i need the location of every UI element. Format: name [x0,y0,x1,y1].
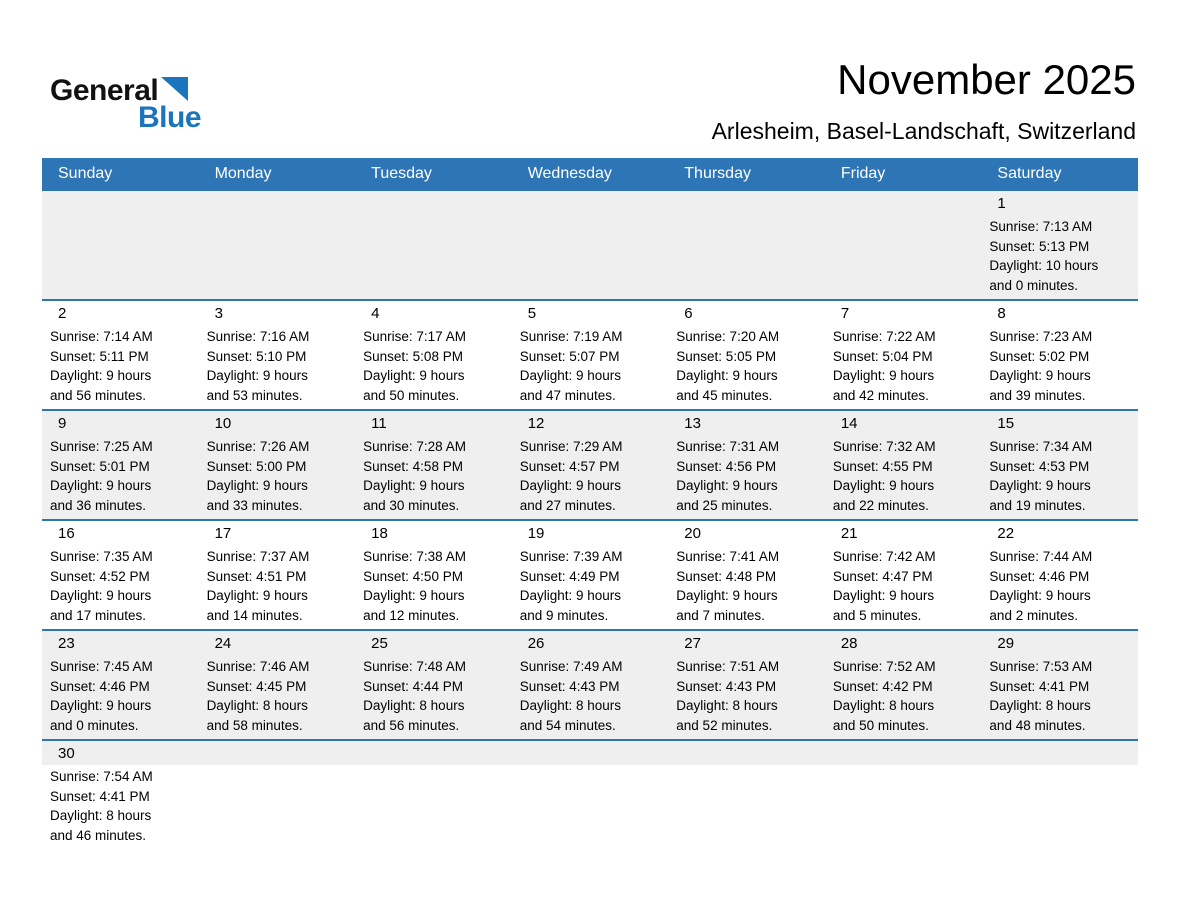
day-info: Sunrise: 7:17 AM Sunset: 5:08 PM Daylight: 9 hours and 50 minutes. [363,329,466,403]
day-cell-29 [981,631,1138,739]
empty-cell [668,741,825,845]
day-cell-30 [42,741,199,845]
day-number: 12 [527,415,545,432]
empty-cell [199,741,356,845]
day-info: Sunrise: 7:39 AM Sunset: 4:49 PM Daylight: 9 hours and 9 minutes. [519,549,623,623]
day-info: Sunrise: 7:20 AM Sunset: 5:05 PM Daylight: 9 hours and 45 minutes. [676,329,780,403]
day-cell-3 [199,301,356,409]
empty-cell [512,741,669,845]
empty-cell [825,741,982,845]
day-number: 29 [997,635,1015,652]
weekday-header-row [42,158,1138,189]
day-number: 21 [840,525,858,542]
day-number: 22 [997,525,1015,542]
day-info: Sunrise: 7:44 AM Sunset: 4:46 PM Daylight: 9 hours and 2 minutes. [989,549,1093,623]
day-number: 8 [997,305,1006,322]
page-subtitle: Arlesheim, Basel-Landschaft, Switzerland [711,118,1136,144]
day-number: 20 [684,525,701,542]
day-cell-10 [199,411,356,519]
day-number: 3 [214,305,223,322]
day-info: Sunrise: 7:29 AM Sunset: 4:57 PM Daylight: 9 hours and 27 minutes. [519,439,623,513]
day-number: 16 [58,525,75,542]
day-number: 11 [371,415,387,432]
day-info: Sunrise: 7:19 AM Sunset: 5:07 PM Daylight: 9 hours and 47 minutes. [519,329,623,403]
day-cell-16 [42,521,199,629]
day-info: Sunrise: 7:23 AM Sunset: 5:02 PM Daylight: 9 hours and 39 minutes. [989,329,1093,403]
day-number: 13 [684,415,701,432]
day-number: 15 [997,415,1015,432]
day-info: Sunrise: 7:54 AM Sunset: 4:41 PM Daylight: 8 hours and 46 minutes. [50,769,153,843]
logo-general-text: General [50,74,159,107]
day-info: Sunrise: 7:28 AM Sunset: 4:58 PM Daylight: 9 hours and 30 minutes. [363,439,466,513]
weekday-header-thursday: Thursday [684,164,751,182]
empty-cell [668,191,825,299]
empty-cell [981,741,1138,845]
day-cell-26 [512,631,669,739]
empty-cell [512,191,669,299]
day-info: Sunrise: 7:42 AM Sunset: 4:47 PM Daylight: 9 hours and 5 minutes. [832,549,936,623]
day-number: 7 [840,305,850,322]
day-cell-27 [668,631,825,739]
day-number: 30 [58,745,75,762]
weekday-header-friday: Friday [840,164,886,182]
day-cell-14 [825,411,982,519]
day-cell-12 [512,411,669,519]
day-number: 25 [371,635,388,652]
day-cell-6 [668,301,825,409]
day-info: Sunrise: 7:22 AM Sunset: 5:04 PM Daylight: 9 hours and 42 minutes. [832,329,936,403]
page-title: November 2025 [837,56,1136,103]
day-info: Sunrise: 7:26 AM Sunset: 5:00 PM Daylight: 9 hours and 33 minutes. [206,439,310,513]
day-number: 23 [58,635,75,652]
day-number: 18 [371,525,388,542]
logo-blue-text: Blue [138,101,202,134]
day-info: Sunrise: 7:41 AM Sunset: 4:48 PM Daylight: 9 hours and 7 minutes. [676,549,780,623]
day-number: 9 [58,415,67,432]
day-cell-25 [355,631,512,739]
day-info: Sunrise: 7:49 AM Sunset: 4:43 PM Daylight: 8 hours and 54 minutes. [519,659,623,733]
empty-cell [199,191,356,299]
day-number: 24 [214,635,232,652]
week-row-2 [42,299,1138,409]
weekday-header-sunday: Sunday [58,164,113,182]
day-number: 1 [997,195,1006,212]
day-number: 5 [527,305,537,322]
day-info: Sunrise: 7:45 AM Sunset: 4:46 PM Daylight: 9 hours and 0 minutes. [50,659,153,733]
day-cell-4 [355,301,512,409]
weekday-header-saturday: Saturday [997,164,1062,182]
day-cell-23 [42,631,199,739]
day-info: Sunrise: 7:37 AM Sunset: 4:51 PM Daylight: 9 hours and 14 minutes. [206,549,310,623]
day-number: 10 [214,415,232,432]
day-number: 17 [214,525,232,542]
empty-cell [825,191,982,299]
week-row-5 [42,629,1138,739]
day-cell-8 [981,301,1138,409]
day-number: 4 [371,305,380,322]
day-info: Sunrise: 7:13 AM Sunset: 5:13 PM Daylight: 10 hours and 0 minutes. [989,219,1099,293]
day-info: Sunrise: 7:31 AM Sunset: 4:56 PM Daylight: 9 hours and 25 minutes. [676,439,780,513]
day-info: Sunrise: 7:25 AM Sunset: 5:01 PM Daylight: 9 hours and 36 minutes. [50,439,153,513]
week-row-6 [42,739,1138,843]
day-cell-21 [825,521,982,629]
day-cell-7 [825,301,982,409]
day-cell-1 [981,191,1138,299]
day-info: Sunrise: 7:46 AM Sunset: 4:45 PM Daylight: 8 hours and 58 minutes. [206,659,310,733]
day-info: Sunrise: 7:34 AM Sunset: 4:53 PM Daylight: 9 hours and 19 minutes. [989,439,1093,513]
day-cell-28 [825,631,982,739]
day-cell-17 [199,521,356,629]
logo [50,76,201,133]
day-info: Sunrise: 7:38 AM Sunset: 4:50 PM Daylight: 9 hours and 12 minutes. [363,549,466,623]
day-cell-9 [42,411,199,519]
weekday-header-monday: Monday [214,164,272,182]
day-cell-18 [355,521,512,629]
empty-cell [355,741,512,845]
day-number: 19 [527,525,545,542]
weekday-header-wednesday: Wednesday [527,164,612,182]
logo-triangle-icon [161,77,188,101]
calendar-table [42,158,1138,843]
weekday-header-tuesday: Tuesday [371,164,432,182]
day-info: Sunrise: 7:52 AM Sunset: 4:42 PM Daylight: 8 hours and 50 minutes. [832,659,936,733]
day-info: Sunrise: 7:48 AM Sunset: 4:44 PM Daylight: 8 hours and 56 minutes. [363,659,466,733]
week-row-1 [42,189,1138,299]
day-info: Sunrise: 7:14 AM Sunset: 5:11 PM Daylight: 9 hours and 56 minutes. [50,329,153,403]
day-number: 26 [527,635,545,652]
day-number: 14 [840,415,858,432]
day-info: Sunrise: 7:51 AM Sunset: 4:43 PM Daylight: 8 hours and 52 minutes. [676,659,780,733]
day-cell-15 [981,411,1138,519]
title-block [712,56,1136,145]
day-info: Sunrise: 7:32 AM Sunset: 4:55 PM Daylight: 9 hours and 22 minutes. [832,439,936,513]
day-cell-2 [42,301,199,409]
day-number: 6 [684,305,693,322]
day-cell-20 [668,521,825,629]
day-info: Sunrise: 7:16 AM Sunset: 5:10 PM Daylight: 9 hours and 53 minutes. [206,329,310,403]
day-info: Sunrise: 7:53 AM Sunset: 4:41 PM Daylight: 8 hours and 48 minutes. [989,659,1093,733]
day-cell-19 [512,521,669,629]
day-cell-22 [981,521,1138,629]
day-cell-5 [512,301,669,409]
day-number: 27 [684,635,701,652]
day-cell-11 [355,411,512,519]
week-row-3 [42,409,1138,519]
day-cell-13 [668,411,825,519]
day-number: 28 [840,635,858,652]
day-cell-24 [199,631,356,739]
week-row-4 [42,519,1138,629]
day-info: Sunrise: 7:35 AM Sunset: 4:52 PM Daylight: 9 hours and 17 minutes. [50,549,153,623]
empty-cell [42,191,199,299]
empty-cell [355,191,512,299]
day-number: 2 [58,305,67,322]
